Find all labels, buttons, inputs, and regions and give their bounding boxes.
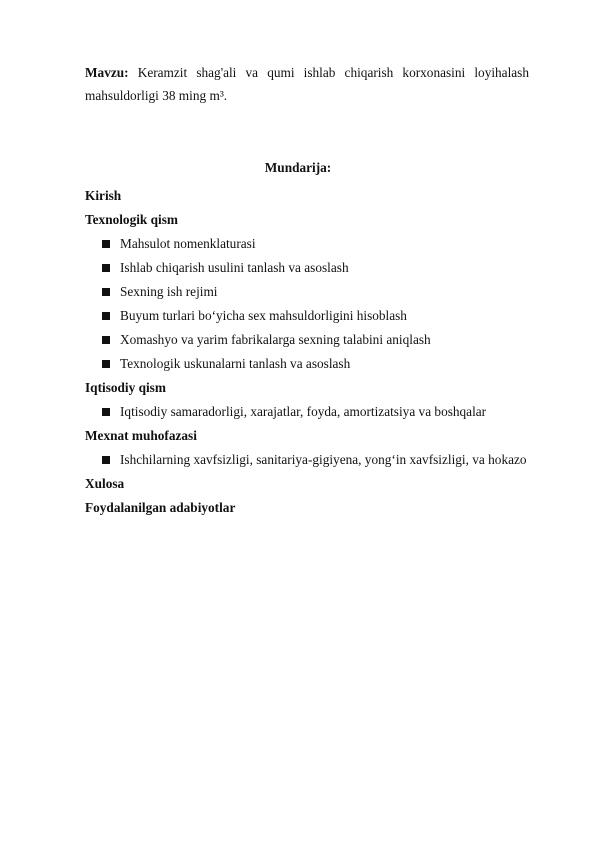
toc-item-text: Texnologik uskunalarni tanlash va asoslash: [120, 356, 351, 371]
topic-text-line1: Keramzit shag'ali va qumi ishlab chiqarish korxonasini loyihalash: [137, 65, 529, 80]
toc-section-title: Mexnat muhofazasi: [85, 428, 197, 443]
topic-paragraph: [85, 61, 529, 107]
square-bullet-icon: [102, 288, 110, 296]
topic-label: Mavzu:: [85, 65, 129, 80]
toc-item-text: Ishchilarning xavfsizligi, sanitariya-gigiyena, yong‘in xavfsizligi, va hokazo: [120, 452, 527, 467]
toc-item-text: Buyum turlari bo‘yicha sex mahsuldorligini hisoblash: [120, 308, 407, 323]
toc-section-title: Foydalanilgan adabiyotlar: [85, 500, 236, 515]
square-bullet-icon: [102, 264, 110, 272]
toc-section-title: Xulosa: [85, 476, 125, 491]
toc-list-item: [85, 400, 565, 424]
square-bullet-icon: [102, 408, 110, 416]
square-bullet-icon: [102, 336, 110, 344]
toc-list-item: [85, 448, 565, 472]
toc-section-title: Texnologik qism: [85, 212, 178, 227]
toc-section: [85, 424, 565, 472]
toc-list-item: [85, 352, 565, 376]
toc-subsection-list: [85, 448, 565, 472]
toc-item-text: Xomashyo va yarim fabrikalarga sexning talabini aniqlash: [120, 332, 431, 347]
toc-subsection-list: [85, 400, 565, 424]
toc-list-item: [85, 256, 565, 280]
square-bullet-icon: [102, 312, 110, 320]
toc-section: [85, 376, 565, 424]
toc-list-item: [85, 232, 565, 256]
toc-section-title: Kirish: [85, 188, 122, 203]
toc-section: [85, 472, 565, 496]
square-bullet-icon: [102, 456, 110, 464]
toc-title: Mundarija:: [264, 160, 332, 175]
toc-item-text: Sexning ish rejimi: [120, 284, 218, 299]
topic-text-line2: mahsuldorligi 38 ming m³.: [85, 88, 228, 103]
toc-section-title: Iqtisodiy qism: [85, 380, 166, 395]
toc-item-text: Iqtisodiy samaradorligi, xarajatlar, foyda, amortizatsiya va boshqalar: [120, 404, 487, 419]
square-bullet-icon: [102, 360, 110, 368]
toc-list-item: [85, 304, 565, 328]
toc-list-item: [85, 280, 565, 304]
toc-section: [85, 184, 565, 208]
toc-subsection-list: [85, 232, 565, 376]
toc-list-item: [85, 328, 565, 352]
toc-item-text: Mahsulot nomenklaturasi: [120, 236, 256, 251]
toc-item-text: Ishlab chiqarish usulini tanlash va asoslash: [120, 260, 349, 275]
table-of-contents: [85, 184, 565, 520]
square-bullet-icon: [102, 240, 110, 248]
toc-section: [85, 208, 565, 376]
toc-section: [85, 496, 565, 520]
